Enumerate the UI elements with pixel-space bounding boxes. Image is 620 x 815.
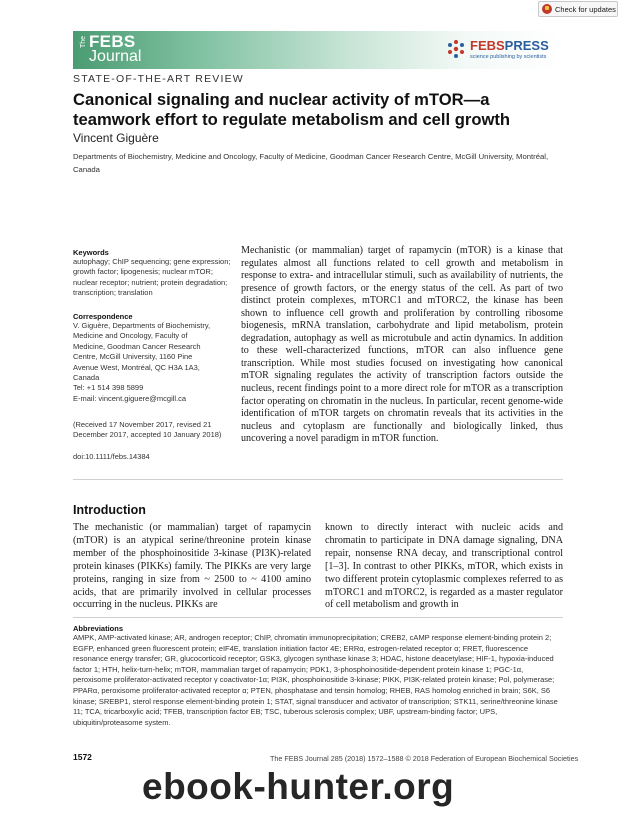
received-dates: (Received 17 November 2017, revised 21 December 2017, accepted 10 January 2018) (73, 420, 222, 440)
logo-the: The (80, 35, 87, 48)
press-tagline: science publishing by scientists (470, 54, 547, 60)
crossmark-icon (542, 4, 552, 14)
correspondence-block (73, 321, 233, 404)
introduction-heading: Introduction (73, 503, 146, 517)
doi-link[interactable]: doi:10.1111/febs.14384 (73, 452, 150, 461)
press-name-febs: FEBS (470, 38, 505, 53)
press-name-press: PRESS (504, 38, 549, 53)
logo-journal: Journal (89, 48, 142, 65)
abbreviations-divider (73, 617, 563, 618)
abbreviations-text: AMPK, AMP-activated kinase; AR, androgen receptor; ChIP, chromatin immunoprecipitation; CREB2, cAMP response element-binding protein 2; EGFP, enhanced green fluorescent protein; eIF4E, translation initiation factor 4E; ERRα, estrogen-related receptor α; FRET, fluorescence resonance energy transfer; GR, glucocorticoid receptor; GSK3, glycogen synthase kinase 3; HDAC, histone deacetylase; HIF-1, hypoxia-induced factor 1; HTH, helix-turn-helix; mTOR, mammalian target of rapamycin; PDK1, 3-phosphoinositide-dependent protein kinase 1; PGC-1α, peroxisome proliferator-activated receptor γ coactivator-1α; PI3K, phosphoinositide 3-kinase; PIKK, PI3K-related protein kinase; Pol, polymerase; PPARα, peroxisome proliferator-activated receptor α; PTEN, phosphatase and tensin homolog; RHEB, RAS homolog enriched in brain; S6K, S6 kinase; SREBP1, sterol response element-binding protein 1; STAT, signal transducer and activator of transcription; STK11, serine/threonine kinase 11; TCA, tricarboxylic acid; TFEB, transcription factor EB; TSC, tuberous sclerosis complex; UBF, upstream-binding factor; UPS, ubiquitin/proteasome system. (73, 633, 558, 727)
section-label: STATE-OF-THE-ART REVIEW (73, 73, 244, 85)
author-name: Vincent Giguère (73, 131, 159, 145)
keywords-text: autophagy; ChIP sequencing; gene expression; growth factor; lipogenesis; nuclear mTOR; nuclear receptor; nutrient; protein degradation; transcription; translation (73, 257, 231, 298)
correspondence-line: Medicine and Oncology, Faculty of (73, 331, 188, 341)
correspondence-line: V. Giguère, Departments of Biochemistry, (73, 321, 211, 330)
abbreviations-heading: Abbreviations (73, 624, 124, 633)
intro-column-right: known to directly interact with nucleic acids and chromatin to participate in DNA damage signaling, DNA repair, nonsense RNA decay, and transcriptional control [1–3]. In contrast to other PIKKs, mTOR, which exists in two different protein cytoplasmic complexes referred to as mTORC1 and mTORC2, is regarded as a master regulator of cell metabolism and growth in (325, 522, 563, 611)
correspondence-line: Centre, McGill University, 1160 Pine (73, 352, 193, 362)
intro-column-left: The mechanistic (or mammalian) target of rapamycin (mTOR) is an atypical serine/threonine protein kinase member of the phosphoinositide 3-kinase (PI3K)-related protein kinases (PIKKs) family. The PIKKs are very large proteins, ranging in size from ~ 2500 to ~ 4100 amino acids, that are primarily involved in cellular processes occurring in the nucleus. PIKKs are (73, 522, 311, 611)
article-title: Canonical signaling and nuclear activity of mTOR—a teamwork effort to regulate metabolism and cell growth (73, 90, 511, 129)
keywords-heading: Keywords (73, 248, 109, 257)
author-affiliation: Departments of Biochemistry, Medicine and Oncology, Faculty of Medicine, Goodman Cancer Research Centre, McGill University, Montréal, Canada (73, 152, 549, 174)
correspondence-line: Canada (73, 373, 100, 383)
correspondence-line: Medicine, Goodman Cancer Research (73, 341, 201, 351)
watermark-text: ebook-hunter.org (142, 766, 455, 807)
logo-febs: FEBS (89, 32, 136, 51)
check-for-updates-label: Check for updates (555, 4, 616, 14)
check-for-updates-button[interactable] (538, 1, 618, 17)
footer-citation: The FEBS Journal 285 (2018) 1572–1588 © 2018 Federation of European Biochemical Societies (270, 754, 579, 763)
abstract-text: Mechanistic (or mammalian) target of rapamycin (mTOR) is a kinase that regulates almost all functions related to cell growth and metabolism in response to extra- and intracellular stimuli, such as availability of nutrients, the presence of growth factors, or the energy status of the cell. As part of two distinct protein complexes, mTORC1 and mTORC2, the kinase has been shown to influence cell growth and proliferation by controlling ribosome biogenesis, mRNA translation, carbohydrate and lipid metabolism, protein degradation, autophagy as well as microtubule and actin dynamics. In addition to these well-characterized functions, mTOR can also influence gene transcription. While most studies focused on investigating how canonical mTOR signaling regulates the activity of transcription factors outside the nucleus, recent findings point to a more direct role for mTOR as a transcription factor operating on chromatin in the nucleus. In particular, recent genome-wide identification of mTOR targets on chromatin reveals that its activities in the nucleus and cytoplasm are functionally and biologically linked, thus uncovering a novel paradigm in mTOR function. (241, 245, 563, 445)
correspondence-email[interactable]: E-mail: vincent.giguere@mcgill.ca (73, 393, 187, 403)
section-divider (73, 479, 563, 480)
correspondence-phone: Tel: +1 514 398 5899 (73, 383, 144, 393)
press-name (470, 38, 549, 53)
correspondence-line: Avenue West, Montréal, QC H3A 1A3, (73, 362, 200, 372)
page-number: 1572 (73, 752, 92, 762)
correspondence-heading: Correspondence (73, 312, 133, 321)
febs-press-dots-icon (446, 39, 466, 59)
